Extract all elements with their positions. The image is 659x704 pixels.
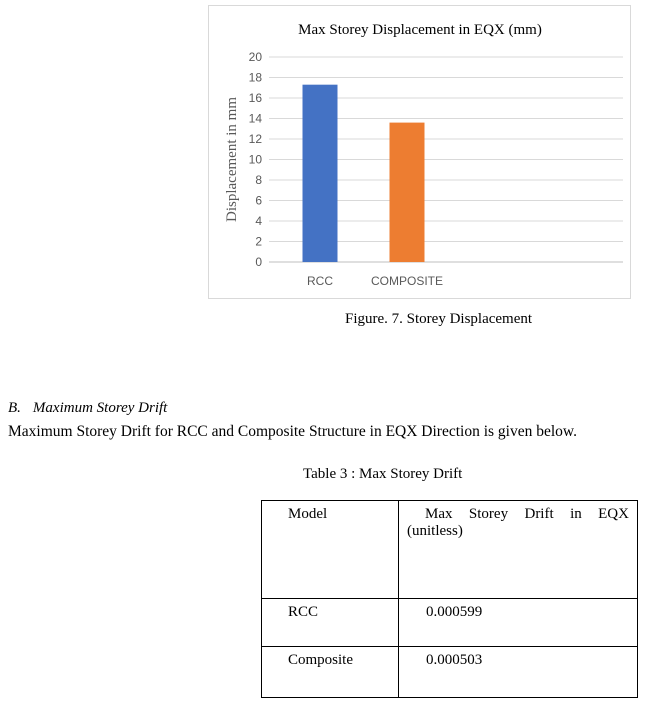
cell-drift: 0.000503 <box>399 647 638 698</box>
y-tick-label: 0 <box>255 255 262 269</box>
drift-table <box>261 500 638 698</box>
table-row <box>262 599 638 647</box>
header-cell-model: Model <box>262 501 399 599</box>
y-tick-label: 12 <box>248 132 262 146</box>
section-number: B. <box>8 400 21 416</box>
cell-model: Composite <box>262 647 399 698</box>
figure-caption: Figure. 7. Storey Displacement <box>345 311 533 327</box>
y-tick-label: 14 <box>248 111 262 126</box>
header-cell-drift <box>399 501 638 599</box>
y-tick-label: 2 <box>255 234 262 249</box>
cell-drift: 0.000599 <box>399 599 638 647</box>
y-tick-label: 20 <box>248 50 262 64</box>
y-tick-label: 6 <box>255 193 262 208</box>
y-tick-label: 10 <box>248 152 262 167</box>
bar-chart <box>209 6 630 298</box>
y-axis-label: Displacement in mm <box>224 97 240 222</box>
body-paragraph: Maximum Storey Drift for RCC and Composite Structure in EQX Direction is given below. <box>8 423 577 440</box>
y-tick-label: 18 <box>248 70 262 85</box>
cell-model: RCC <box>262 599 399 647</box>
header-drift-line1: Max Storey Drift in EQX <box>425 506 629 522</box>
table-header-row <box>262 501 638 599</box>
y-tick-label: 4 <box>255 214 262 228</box>
bar-rcc <box>303 85 338 262</box>
table-row <box>262 647 638 698</box>
x-tick-label: COMPOSITE <box>370 274 444 288</box>
x-tick-label: RCC <box>307 274 333 288</box>
chart-title: Max Storey Displacement in EQX (mm) <box>298 22 542 38</box>
y-tick-label: 8 <box>255 173 262 187</box>
chart-container <box>208 5 631 299</box>
section-heading-text: Maximum Storey Drift <box>32 400 168 416</box>
y-tick-label: 16 <box>248 91 262 105</box>
header-drift-unit: (unitless) <box>407 523 463 539</box>
section-heading <box>8 400 167 417</box>
table-title: Table 3 : Max Storey Drift <box>303 466 463 482</box>
bar-composite <box>390 123 425 262</box>
